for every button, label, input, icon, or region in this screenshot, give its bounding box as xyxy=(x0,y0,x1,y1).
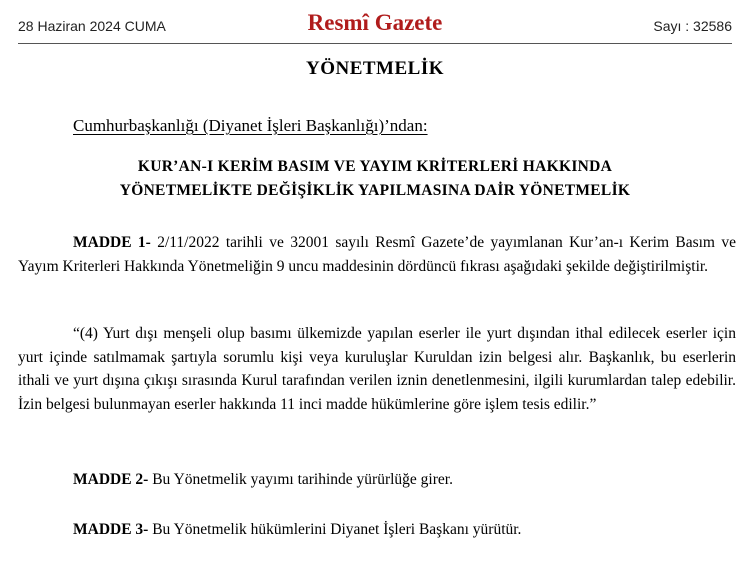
article-1-text: 2/11/2022 tarihli ve 32001 sayılı Resmî Gazete’de yayımlanan Kur’an-ı Kerim Basım ve Yayım Kriterleri Hakkında Yönetmeliğin 9 uncu maddesinin dördüncü fıkrası aşağıdaki şekilde değiştirilmiştir. xyxy=(18,234,736,275)
gazette-title: Resmî Gazete xyxy=(307,10,443,35)
regulation-title xyxy=(0,155,750,203)
article-3-text: Bu Yönetmelik hükümlerini Diyanet İşleri Başkanı yürütür. xyxy=(148,521,522,538)
amended-paragraph xyxy=(18,322,736,416)
article-2 xyxy=(18,468,736,492)
article-1-label: MADDE 1- xyxy=(73,234,151,251)
amended-paragraph-text: “(4) Yurt dışı menşeli olup basımı ülkemizde yapılan eserler ile yurt dışından ithal edilecek eserler için yurt içinde satılmamak şartıyla sorumlu kişi veya kuruluşlar Kuruldan izin belgesi alır. Başkanlık, bu eserlerin ithali ve yurt dışına çıkışı sırasında Kurul tarafından verilen iznin denetlenmesini, ilgili kurumlardan talep edebilir. İzin belgesi bulunmayan eserler hakkında 11 inci madde hükümlerine göre işlem tesis edilir.” xyxy=(18,325,736,413)
gazette-header xyxy=(18,10,732,40)
issuing-institution: Cumhurbaşkanlığı (Diyanet İşleri Başkanlığı)’ndan: xyxy=(73,116,428,135)
article-2-text: Bu Yönetmelik yayımı tarihinde yürürlüğe girer. xyxy=(148,471,453,488)
section-title: YÖNETMELİK xyxy=(305,58,445,79)
regulation-title-line-2: YÖNETMELİKTE DEĞİŞİKLİK YAPILMASINA DAİR YÖNETMELİK xyxy=(119,182,631,199)
article-3 xyxy=(18,518,736,542)
issue-date: 28 Haziran 2024 CUMA xyxy=(18,18,166,34)
regulation-title-line-1: KUR’AN-I KERİM BASIM VE YAYIM KRİTERLERİ HAKKINDA xyxy=(137,158,613,175)
article-1 xyxy=(18,231,736,278)
issue-number: Sayı : 32586 xyxy=(653,18,732,34)
article-2-label: MADDE 2- xyxy=(73,471,149,488)
article-3-label: MADDE 3- xyxy=(73,521,149,538)
header-divider xyxy=(18,43,732,44)
